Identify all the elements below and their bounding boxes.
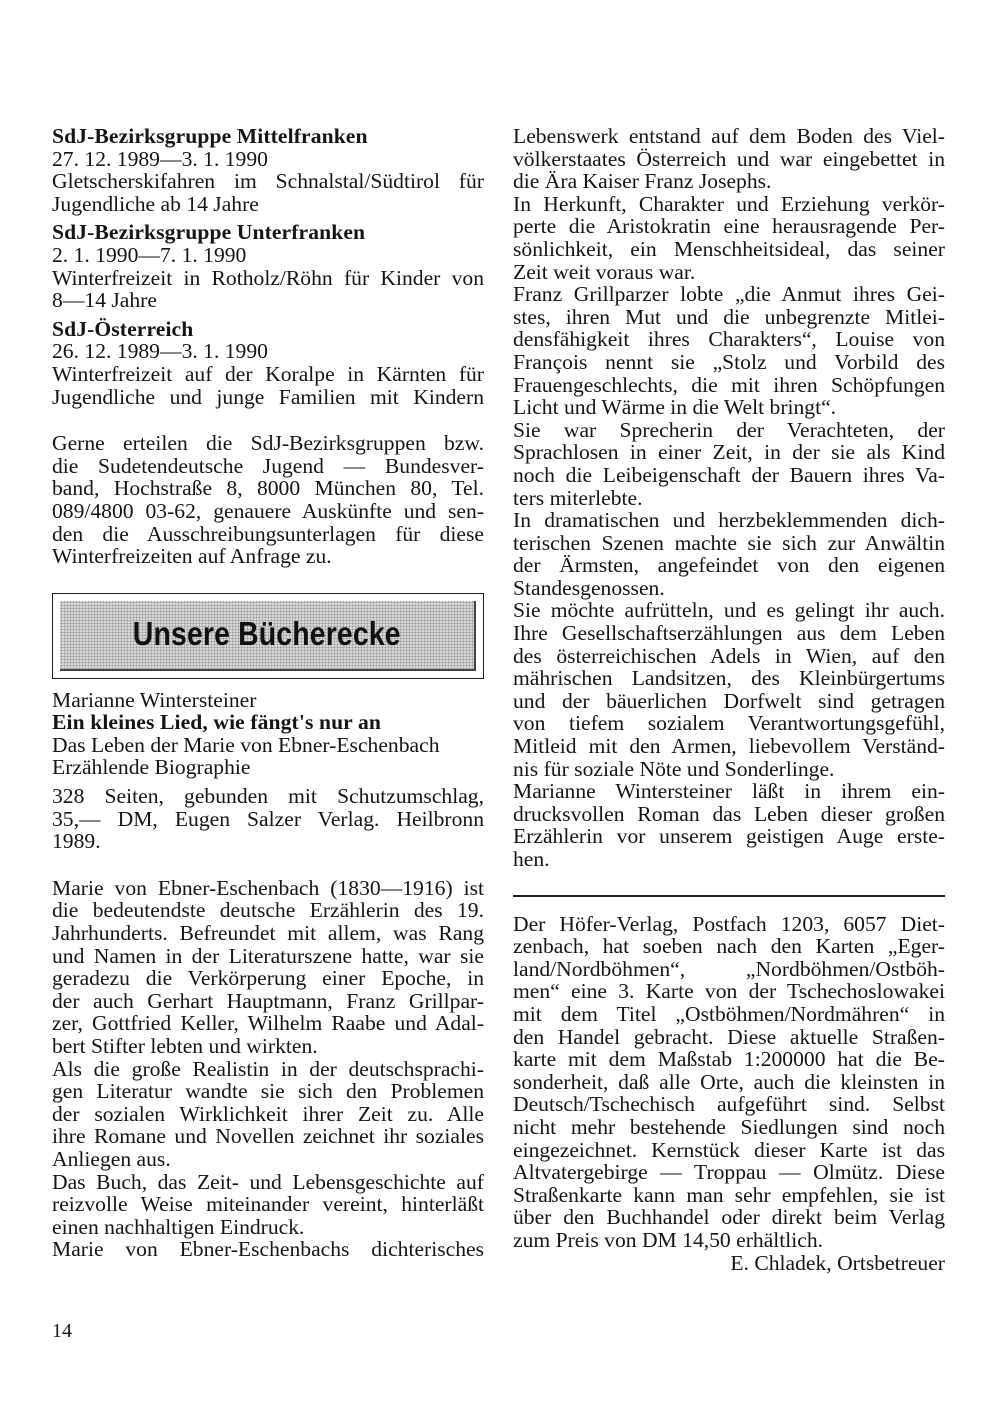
text-line: Erzählerin vor unserem geistigen Auge erste-	[513, 824, 945, 849]
text-line: völkerstaates Österreich und war eingebettet in	[513, 146, 945, 171]
event-description-line: Winterfreizeit auf der Koralpe in Kärnten für	[52, 361, 484, 386]
text-line: die Ära Kaiser Franz Josephs.	[513, 169, 772, 194]
text-line: von tiefem sozialem Verantwortungsgefühl,	[513, 711, 945, 736]
paragraph	[52, 1171, 484, 1239]
text-line: Straßenkarte kann man sehr empfehlen, sie ist	[513, 1182, 945, 1207]
text-line: bert Stifter lebten und wirkten.	[52, 1034, 318, 1058]
text-line: den die Ausschreibungsunterlagen für diese	[52, 521, 484, 546]
text-line: Als die große Realistin in der deutschsprachi-	[52, 1056, 484, 1081]
book-author: Marianne Wintersteiner	[52, 687, 257, 712]
text-line: des österreichischen Adels in Wien, auf den	[513, 643, 945, 668]
text-line: Sie möchte aufrütteln, und es gelingt ihr auch.	[513, 598, 945, 623]
event-dates: 27. 12. 1989—3. 1. 1990	[52, 146, 268, 171]
text-line: Anliegen aus.	[52, 1146, 171, 1171]
text-line: gen Literatur wandte sie sich den Problemen	[52, 1079, 484, 1104]
paragraph	[513, 419, 945, 509]
text-line: perte die Aristokratin eine herausragende Per-	[513, 214, 945, 239]
text-line: densfähigkeit ihres Charakters“, Louise von	[513, 327, 945, 352]
text-line: Sie war Sprecherin der Verachteten, der	[513, 417, 945, 442]
event-description-line: Gletscherskifahren im Schnalstal/Südtirol für	[52, 169, 484, 194]
paragraph	[52, 877, 484, 1058]
text-line: ters miterlebte.	[513, 485, 643, 510]
text-line: der auch Gerhart Hauptmann, Franz Grillpar-	[52, 988, 484, 1013]
paragraph	[513, 599, 945, 780]
paragraph	[513, 509, 945, 599]
book-details-line: 1989.	[52, 829, 101, 854]
text-line: Altvatergebirge — Troppau — Olmütz. Diese	[513, 1160, 945, 1185]
event-mittelfranken	[52, 125, 484, 215]
text-line: der sozialen Wirklichkeit ihrer Zeit zu. Alle	[52, 1101, 484, 1126]
text-line: band, Hochstraße 8, 8000 München 80, Tel.	[52, 476, 484, 501]
book-title: Ein kleines Lied, wie fängt's nur an	[52, 710, 381, 735]
text-line: zum Preis von DM 14,50 erhältlich.	[513, 1227, 824, 1252]
text-line: die Sudetendeutsche Jugend — Bundesver-	[52, 453, 484, 478]
text-line: zenbach, hat soeben nach den Karten „Eger-	[513, 934, 945, 959]
left-column	[52, 125, 484, 1261]
book-info	[52, 689, 484, 853]
text-line: mährischen Landsitzen, des Kleinbürgertums	[513, 666, 945, 691]
event-dates: 26. 12. 1989—3. 1. 1990	[52, 339, 268, 364]
text-line: Lebenswerk entstand auf dem Boden des Viel-	[513, 124, 945, 148]
section-banner	[52, 593, 484, 679]
map-notice	[513, 913, 945, 1252]
event-description-line: Jugendliche und junge Familien mit Kindern	[52, 384, 484, 409]
text-line: und Namen in der Literaturszene hatte, war sie	[52, 943, 484, 968]
event-description-line: Winterfreizeit in Rotholz/Röhn für Kinder von	[52, 265, 484, 290]
text-line: Marie von Ebner-Eschenbachs dichterisches	[52, 1237, 484, 1262]
text-line: Das Buch, das Zeit- und Lebensgeschichte auf	[52, 1169, 484, 1194]
text-line: mit dem Titel „Ostböhmen/Nordmähren“ in	[513, 1001, 945, 1026]
event-oesterreich	[52, 318, 484, 408]
paragraph	[52, 1058, 484, 1171]
text-line: 089/4800 03-62, genauere Auskünfte und sen-	[52, 498, 484, 523]
text-line: Gerne erteilen die SdJ-Bezirksgruppen bzw.	[52, 431, 484, 456]
text-line: In dramatischen und herzbeklemmenden dich-	[513, 508, 945, 533]
text-line: Ihre Gesellschaftserzählungen aus dem Leben	[513, 621, 945, 646]
right-column	[513, 125, 945, 1274]
text-line: In Herkunft, Charakter und Erziehung verkör-	[513, 191, 945, 216]
text-line: nis für soziale Nöte und Sonderlinge.	[513, 756, 835, 781]
book-review-continued	[513, 125, 945, 871]
event-title: SdJ-Bezirksgruppe Mittelfranken	[52, 124, 368, 148]
text-line: Standesgenossen.	[513, 575, 665, 600]
text-line: reizvolle Weise miteinander vereint, hinterläßt	[52, 1192, 484, 1217]
paragraph	[513, 125, 945, 193]
text-line: Franz Grillparzer lobte „die Anmut ihres Gei-	[513, 282, 945, 307]
text-line: drucksvollen Roman das Leben dieser großen	[513, 801, 945, 826]
paragraph	[52, 1238, 484, 1261]
text-line: geradezu die Verkörperung einer Epoche, in	[52, 966, 484, 991]
text-line: men“ eine 3. Karte von der Tschechoslowakei	[513, 979, 945, 1004]
event-title: SdJ-Österreich	[52, 316, 194, 341]
text-line: eingezeichnet. Kernstück dieser Karte ist das	[513, 1137, 945, 1162]
text-line: Mitleid mit den Armen, liebevollem Verständ-	[513, 734, 945, 759]
event-description-line: 8—14 Jahre	[52, 288, 157, 313]
text-line: nicht mehr bestehende Siedlungen sind noch	[513, 1114, 945, 1139]
text-line: Marianne Wintersteiner läßt in ihrem ein-	[513, 779, 945, 804]
text-line: Der Höfer-Verlag, Postfach 1203, 6057 Diet-	[513, 911, 945, 936]
text-line: terischen Szenen machte sie sich zur Anwältin	[513, 530, 945, 555]
text-line: Sprachlosen in einer Zeit, in der sie als Kind	[513, 440, 945, 465]
paragraph	[513, 780, 945, 870]
text-line: den Handel gebracht. Diese aktuelle Straßen-	[513, 1024, 945, 1049]
paragraph	[513, 283, 945, 419]
contact-paragraph	[52, 432, 484, 568]
text-line: Frauengeschlechts, die mit ihren Schöpfungen	[513, 372, 945, 397]
book-details-line: 35,— DM, Eugen Salzer Verlag. Heilbronn	[52, 806, 484, 831]
text-line: sonderheit, daß alle Orte, auch die kleinsten in	[513, 1069, 945, 1094]
text-line: Marie von Ebner-Eschenbach (1830—1916) ist	[52, 875, 484, 900]
text-line: über den Buchhandel oder direkt beim Verlag	[513, 1205, 945, 1230]
event-description-line: Jugendliche ab 14 Jahre	[52, 191, 259, 216]
text-line: die bedeutendste deutsche Erzählerin des 19.	[52, 898, 484, 923]
text-line: Deutsch/Tschechisch aufgeführt sind. Selbst	[513, 1092, 945, 1117]
text-line: Licht und Wärme in die Welt bringt“.	[513, 395, 837, 420]
text-line: François nennt sie „Stolz und Vorbild des	[513, 349, 945, 374]
banner-background	[60, 601, 476, 671]
text-line: einen nachhaltigen Eindruck.	[52, 1214, 305, 1239]
text-line: sönlichkeit, ein Menschheitsideal, das seiner	[513, 236, 945, 261]
text-line: zer, Gottfried Keller, Wilhelm Raabe und Adal-	[52, 1011, 484, 1036]
paragraph	[513, 193, 945, 283]
text-line: land/Nordböhmen“, „Nordböhmen/Ostböh-	[513, 956, 945, 981]
page-number: 14	[52, 1320, 72, 1342]
book-details-line: 328 Seiten, gebunden mit Schutzumschlag,	[52, 784, 484, 809]
book-genre: Erzählende Biographie	[52, 755, 251, 780]
book-review	[52, 877, 484, 1261]
event-title: SdJ-Bezirksgruppe Unterfranken	[52, 220, 366, 245]
text-line: ihre Romane und Novellen zeichnet ihr soziales	[52, 1124, 484, 1149]
text-line: noch die Leibeigenschaft der Bauern ihres Va-	[513, 462, 945, 487]
event-unterfranken	[52, 221, 484, 311]
signature: E. Chladek, Ortsbetreuer	[730, 1250, 945, 1275]
banner-title: Unsere Bücherecke	[133, 615, 401, 653]
text-line: und der bäuerlichen Dorfwelt sind getragen	[513, 688, 945, 713]
text-line: Winterfreizeiten auf Anfrage zu.	[52, 544, 332, 569]
text-line: der Ärmsten, angefeindet von den eigenen	[513, 553, 945, 578]
text-line: hen.	[513, 847, 550, 871]
text-line: stes, ihren Mut und die unbegrenzte Mitlei-	[513, 304, 945, 329]
text-line: Jahrhunderts. Befreundet mit allem, was Rang	[52, 921, 484, 946]
book-subtitle: Das Leben der Marie von Ebner-Eschenbach	[52, 732, 440, 757]
section-divider	[513, 895, 945, 897]
event-dates: 2. 1. 1990—7. 1. 1990	[52, 242, 247, 267]
text-line: Zeit weit voraus war.	[513, 259, 696, 284]
text-line: karte mit dem Maßstab 1:200000 hat die Be-	[513, 1047, 945, 1072]
